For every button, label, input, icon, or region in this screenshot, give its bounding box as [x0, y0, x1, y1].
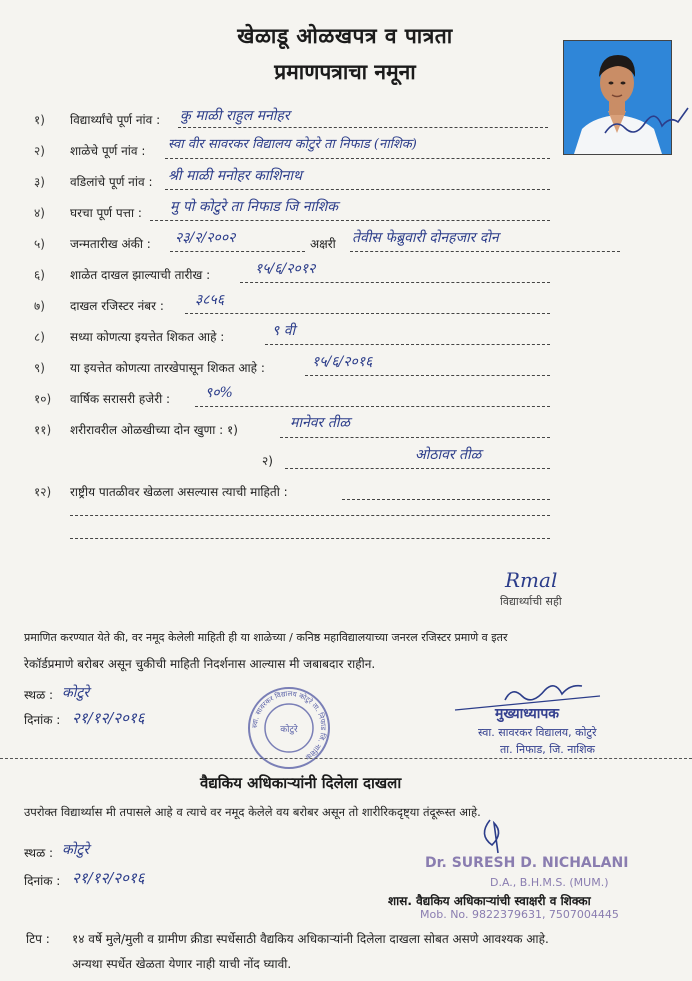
field-label: विद्यार्थ्यांचे पूर्ण नांव :	[70, 113, 161, 127]
field-number: ८)	[34, 330, 45, 344]
field-row-4	[34, 199, 142, 221]
class-since-value: १५/६/२०१६	[312, 354, 373, 370]
field-number: ६)	[34, 268, 45, 282]
field-number: १०)	[34, 392, 52, 406]
field-label: शाळेचे पूर्ण नांव :	[70, 144, 146, 158]
register-number-value: ३८५६	[195, 292, 225, 308]
place-value: कोटुरे	[62, 685, 90, 701]
field-row-10	[34, 385, 170, 407]
father-name-value: श्री माळी मनोहर काशिनाथ	[168, 168, 302, 184]
note-label: टिप :	[26, 932, 50, 946]
admission-date-value: १५/६/२०१२	[255, 261, 316, 277]
principal-stamp-line-2: ता. निफाड, जि. नाशिक	[500, 743, 596, 756]
medical-heading: वैद्यकिय अधिकाऱ्यांनी दिलेला दाखला	[200, 774, 402, 792]
field-label: राष्ट्रीय पातळीवर खेळला असल्यास त्याची माहिती :	[70, 485, 288, 499]
date-value: २१/१२/२०१६	[72, 709, 145, 727]
place-label: स्थळ :	[24, 688, 54, 702]
field-number: ४)	[34, 206, 45, 220]
field-row-6	[34, 261, 210, 283]
field-label: अक्षरी	[310, 237, 336, 251]
field-row-8	[34, 323, 224, 345]
birthdate-words-label-row	[310, 230, 336, 252]
doctor-degree: D.A., B.H.M.S. (MUM.)	[490, 876, 609, 889]
note-line-2: अन्यथा स्पर्धेत खेळता येणार नाही याची नोंद घ्यावी.	[72, 957, 292, 971]
attendance-value: ९०%	[205, 385, 233, 401]
student-name-value: कु माळी राहुल मनोहर	[180, 108, 290, 124]
identification-mark-1-value: मानेवर तीळ	[290, 415, 350, 431]
school-name-value: स्वा वीर सावरकर विद्यालय कोटुरे ता निफाड (नाशिक)	[168, 137, 417, 152]
principal-stamp-title: मुख्याध्यापक	[495, 706, 560, 722]
field-number: ७)	[34, 299, 45, 313]
field-label: सध्या कोणत्या इयत्तेत शिकत आहे :	[70, 330, 225, 344]
principal-stamp-line-1: स्वा. सावरकर विद्यालय, कोटुरे	[478, 726, 597, 739]
field-label: शरीरावरील ओळखीच्या दोन खुणा : १)	[70, 423, 238, 437]
current-class-value: ९ वी	[272, 323, 296, 339]
field-label: घरचा पूर्ण पत्ता :	[70, 206, 142, 220]
medical-section-divider	[0, 758, 692, 759]
field-label: दाखल रजिस्टर नंबर :	[70, 299, 164, 313]
certification-line-2: रेकॉर्डप्रमाणे बरोबर असून चुकीची माहिती निदर्शनास आल्यास मी जबाबदार राहीन.	[24, 657, 376, 671]
field-row-3	[34, 168, 152, 190]
field-row-11	[34, 416, 238, 438]
field-number: ११)	[34, 423, 52, 437]
field-number: २)	[34, 144, 45, 158]
doctor-mobile: Mob. No. 9822379631, 7507004445	[420, 908, 619, 921]
field-row-2	[34, 137, 145, 159]
medical-date-value: २१/१२/२०१६	[72, 869, 145, 887]
field-row-7	[34, 292, 164, 314]
seal-ring-text: स्वा. सावरकर विद्यालय कोटुरे ता. निफाड जि. नाशिक	[250, 689, 328, 761]
identification-mark-2-row	[262, 447, 273, 469]
medical-place-value: कोटुरे	[62, 842, 90, 858]
field-row-9	[34, 354, 265, 376]
medical-date-label: दिनांक :	[24, 874, 61, 888]
note-line-1: १४ वर्षे मुले/मुली व ग्रामीण क्रीडा स्पर्धेसाठी वैद्यकिय अधिकाऱ्यांनी दिलेला दाखला सोबत असणे आवश्यक आहे.	[72, 932, 549, 946]
title-line-2: प्रमाणपत्राचा नमूना	[274, 60, 416, 84]
student-signature-label: विद्यार्थ्याची सही	[500, 595, 562, 608]
address-value: मु पो कोटुरे ता निफाड जि नाशिक	[170, 199, 339, 215]
field-label: वार्षिक सरासरी हजेरी :	[70, 392, 171, 406]
date-label: दिनांक :	[24, 713, 61, 727]
field-row-5	[34, 230, 151, 252]
identification-mark-2-value: ओठावर तीळ	[415, 447, 482, 463]
field-number: ५)	[34, 237, 45, 251]
field-label: जन्मतारीख अंकी :	[70, 237, 151, 251]
field-number: ९)	[34, 361, 45, 375]
doctor-name: Dr. SURESH D. NICHALANI	[425, 855, 629, 871]
field-number: ३)	[34, 175, 45, 189]
field-row-1	[34, 106, 160, 128]
field-label: वडिलांचे पूर्ण नांव :	[70, 175, 153, 189]
field-label: या इयत्तेत कोणत्या तारखेपासून शिकत आहे :	[70, 361, 265, 375]
field-number: १)	[34, 113, 45, 127]
doctor-signature	[470, 815, 520, 855]
student-signature: Rmal	[505, 568, 558, 592]
birthdate-digits-value: २३/२/२००२	[175, 230, 236, 246]
medical-place-label: स्थळ :	[24, 846, 54, 860]
medical-statement: उपरोक्त विद्यार्थ्यास मी तपासले आहे व त्याचे वर नमूद केलेले वय बरोबर असून तो शारीरिकदृष्ट्या तंदूरूस्त आहे.	[24, 805, 481, 819]
certification-line-1: प्रमाणित करण्यात येते की, वर नमूद केलेली माहिती ही या शाळेच्या / कनिष्ठ महाविद्यालयाच्या जनरल रजिस्टर प्रमाणे व इतर	[24, 631, 508, 644]
birthdate-words-value: तेवीस फेब्रुवारी दोनहजार दोन	[352, 230, 499, 246]
field-label: शाळेत दाखल झाल्याची तारीख :	[70, 268, 211, 282]
field-row-12	[34, 478, 288, 500]
seal-center-text: कोटुरे	[280, 725, 298, 735]
title-line-1: खेळाडू ओळखपत्र व पात्रता	[237, 24, 453, 48]
field-number: १२)	[34, 485, 52, 499]
field-label: २)	[262, 454, 273, 468]
photo-signature	[600, 98, 692, 143]
medical-officer-label: शास. वैद्यकिय अधिकाऱ्यांची स्वाक्षरी व शिक्का	[388, 894, 591, 908]
